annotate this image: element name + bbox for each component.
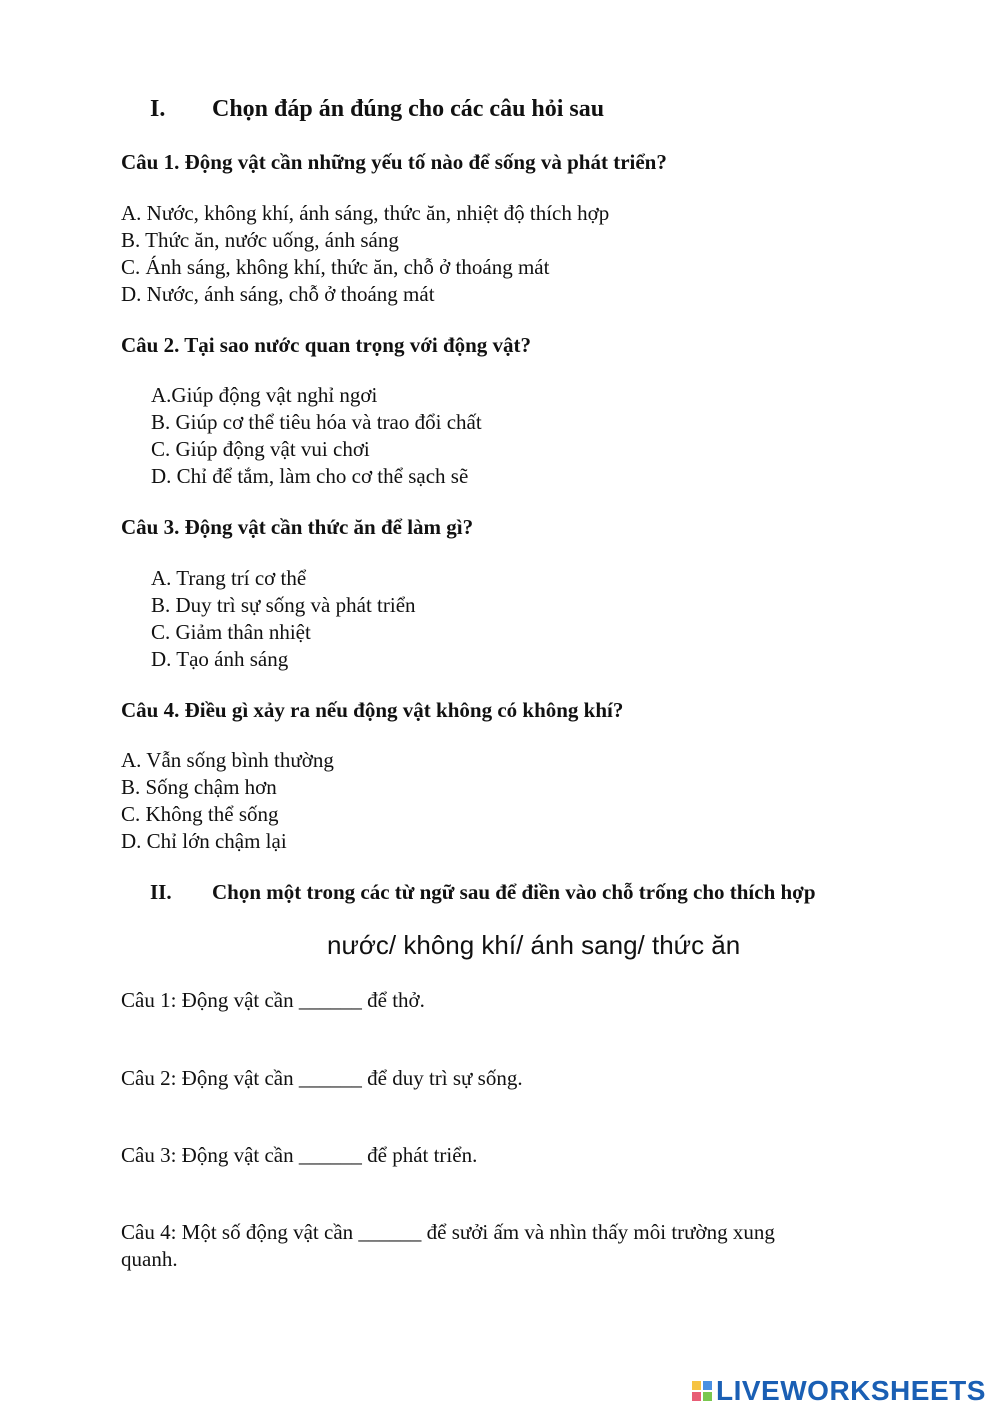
question-4-option-a[interactable]: A. Vẫn sống bình thường (121, 748, 334, 772)
question-2-option-a[interactable]: A.Giúp động vật nghỉ ngơi (151, 383, 378, 407)
question-1-option-c[interactable]: C. Ánh sáng, không khí, thức ăn, chỗ ở thoáng mát (121, 255, 550, 279)
section-2-numeral: II. (150, 880, 172, 904)
question-4-option-b[interactable]: B. Sống chậm hơn (121, 775, 277, 799)
question-3: Câu 3. Động vật cần thức ăn để làm gì? (121, 515, 474, 539)
question-3-option-a[interactable]: A. Trang trí cơ thể (151, 566, 307, 590)
logo-text: LIVEWORKSHEETS (716, 1375, 986, 1406)
question-3-option-c[interactable]: C. Giảm thân nhiệt (151, 620, 311, 644)
question-1-option-b[interactable]: B. Thức ăn, nước uống, ánh sáng (121, 228, 399, 252)
question-1-option-a[interactable]: A. Nước, không khí, ánh sáng, thức ăn, nhiệt độ thích hợp (121, 201, 610, 225)
question-3-option-d[interactable]: D. Tạo ánh sáng (151, 647, 289, 671)
question-2: Câu 2. Tại sao nước quan trọng với động vật? (121, 333, 532, 357)
logo-square (703, 1392, 712, 1401)
fill-item-2[interactable]: Câu 2: Động vật cần ______ để duy trì sự sống. (121, 1066, 523, 1090)
logo-grid-icon (692, 1381, 712, 1401)
fill-item-4-continuation: quanh. (121, 1247, 178, 1271)
question-1: Câu 1. Động vật cần những yếu tố nào để sống và phát triển? (121, 150, 667, 174)
section-1-title: Chọn đáp án đúng cho các câu hỏi sau (212, 96, 605, 122)
word-bank: nước/ không khí/ ánh sang/ thức ăn (327, 930, 741, 960)
fill-item-1[interactable]: Câu 1: Động vật cần ______ để thở. (121, 988, 425, 1012)
section-2-title: Chọn một trong các từ ngữ sau để điền vào chỗ trống cho thích hợp (212, 880, 816, 904)
section-1-numeral: I. (150, 96, 166, 122)
logo-square (692, 1392, 701, 1401)
fill-item-4[interactable]: Câu 4: Một số động vật cần ______ để sưởi ấm và nhìn thấy môi trường xung (121, 1220, 775, 1244)
question-1-option-d[interactable]: D. Nước, ánh sáng, chỗ ở thoáng mát (121, 282, 435, 306)
question-4-option-c[interactable]: C. Không thể sống (121, 802, 279, 826)
question-2-option-c[interactable]: C. Giúp động vật vui chơi (151, 437, 370, 461)
question-4: Câu 4. Điều gì xảy ra nếu động vật không có không khí? (121, 698, 624, 722)
question-2-option-d[interactable]: D. Chỉ để tắm, làm cho cơ thể sạch sẽ (151, 464, 469, 488)
liveworksheets-logo[interactable] (692, 1374, 986, 1408)
question-4-option-d[interactable]: D. Chỉ lớn chậm lại (121, 829, 287, 853)
question-3-option-b[interactable]: B. Duy trì sự sống và phát triển (151, 593, 416, 617)
fill-item-3[interactable]: Câu 3: Động vật cần ______ để phát triển. (121, 1143, 478, 1167)
logo-square (692, 1381, 701, 1390)
logo-square (703, 1381, 712, 1390)
question-2-option-b[interactable]: B. Giúp cơ thể tiêu hóa và trao đổi chất (151, 410, 482, 434)
